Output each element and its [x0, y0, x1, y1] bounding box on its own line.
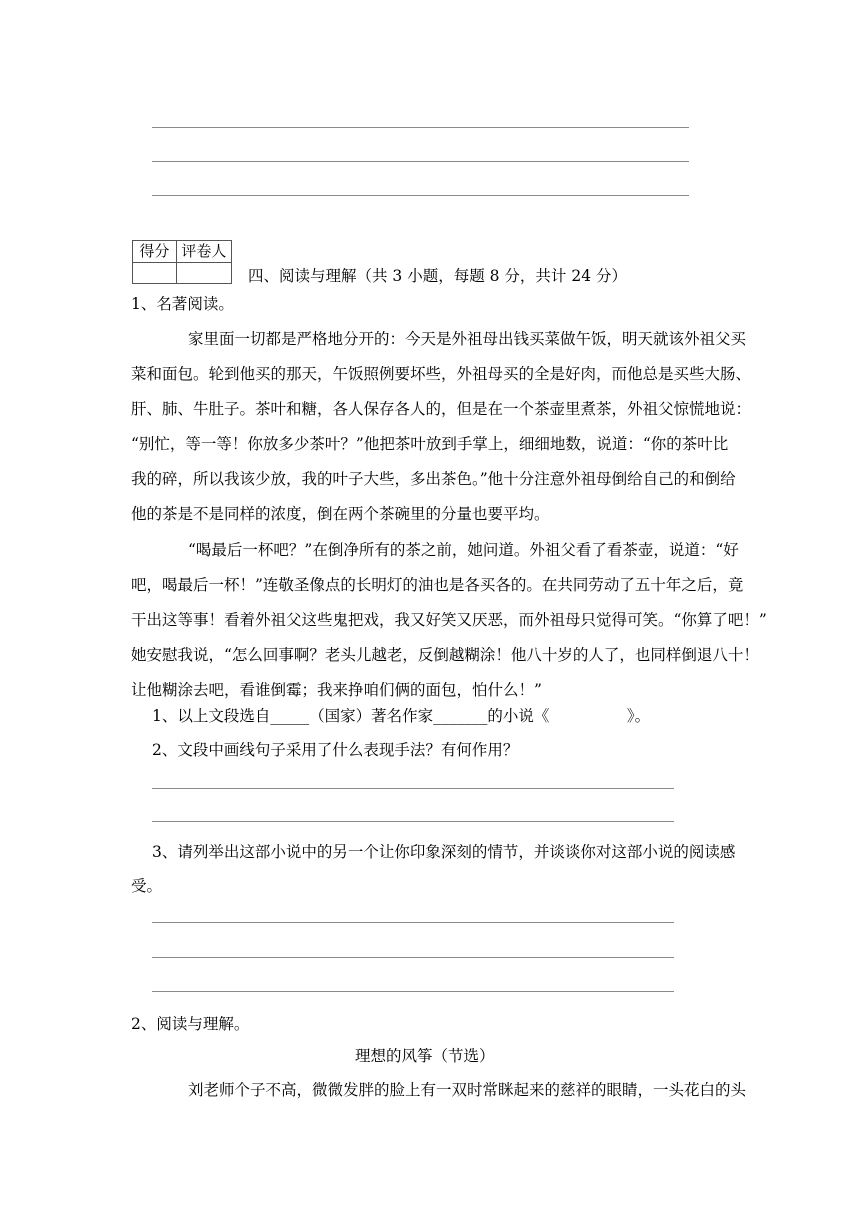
score-cell[interactable] [133, 262, 177, 284]
passage-title: 理想的风筝（节选） [355, 1047, 495, 1065]
answer-line [152, 922, 674, 923]
passage-line: 干出这等事！看着外祖父这些鬼把戏，我又好笑又厌恶，而外祖母只觉得可笑。“你算了吧！” [131, 611, 767, 629]
sub-question-3: 3、请列举出这部小说中的另一个让你印象深刻的情节，并谈谈你对这部小说的阅读感 [152, 843, 736, 861]
passage-line: 菜和面包。轮到他买的那天，午饭照例要坏些，外祖母买的全是好肉，而他总是买些大肠、 [131, 365, 752, 383]
passage-line: 让他糊涂去吧，看谁倒霉；我来挣咱们俩的面包，怕什么！” [131, 681, 542, 699]
answer-line [152, 821, 674, 822]
score-table [132, 240, 232, 284]
score-label: 得分 [133, 241, 177, 263]
question-2-title: 2、阅读与理解。 [131, 1015, 250, 1033]
passage-line: 吧，喝最后一杯！”连敬圣像点的长明灯的油也是各买各的。在共同劳动了五十年之后，竟 [131, 576, 744, 594]
sub-question-1: 1、以上文段选自_____（国家）著名作家_______的小说《 》。 [152, 707, 651, 725]
sub-question-2: 2、文段中画线句子采用了什么表现手法？有何作用？ [152, 741, 519, 759]
passage-line: 她安慰我说，“怎么回事啊？老头儿越老，反倒越糊涂！他八十岁的人了，也同样倒退八十！ [131, 646, 759, 664]
passage-line: 家里面一切都是严格地分开的：今天是外祖母出钱买菜做午饭，明天就该外祖父买 [188, 330, 747, 348]
sub-question-3-cont: 受。 [131, 877, 163, 895]
answer-line [152, 161, 689, 162]
passage-line: 刘老师个子不高，微微发胖的脸上有一双时常眯起来的慈祥的眼睛，一头花白的头 [188, 1081, 747, 1099]
answer-line [152, 127, 689, 128]
answer-line [152, 991, 674, 992]
question-1-title: 1、名著阅读。 [131, 295, 234, 313]
answer-line [152, 788, 674, 789]
answer-line [152, 957, 674, 958]
passage-line: 肝、肺、牛肚子。茶叶和糖，各人保存各人的，但是在一个茶壶里煮茶，外祖父惊慌地说： [131, 400, 752, 418]
section-heading: 四、阅读与理解（共 3 小题，每题 8 分，共计 24 分） [248, 267, 628, 285]
passage-line: 我的碎，所以我该少放，我的叶子大些，多出茶色。”他十分注意外祖母倒给自己的和倒给 [131, 470, 736, 488]
passage-line: 他的茶是不是同样的浓度，倒在两个茶碗里的分量也要平均。 [131, 505, 550, 523]
passage-line: “喝最后一杯吧？”在倒净所有的茶之前，她问道。外祖父看了看茶壶，说道：“好 [188, 541, 739, 559]
grader-cell[interactable] [176, 262, 231, 284]
grader-label: 评卷人 [176, 241, 231, 263]
answer-line [152, 195, 689, 196]
passage-line: “别忙，等一等！你放多少茶叶？”他把茶叶放到手掌上，细细地数，说道：“你的茶叶比 [131, 435, 729, 453]
